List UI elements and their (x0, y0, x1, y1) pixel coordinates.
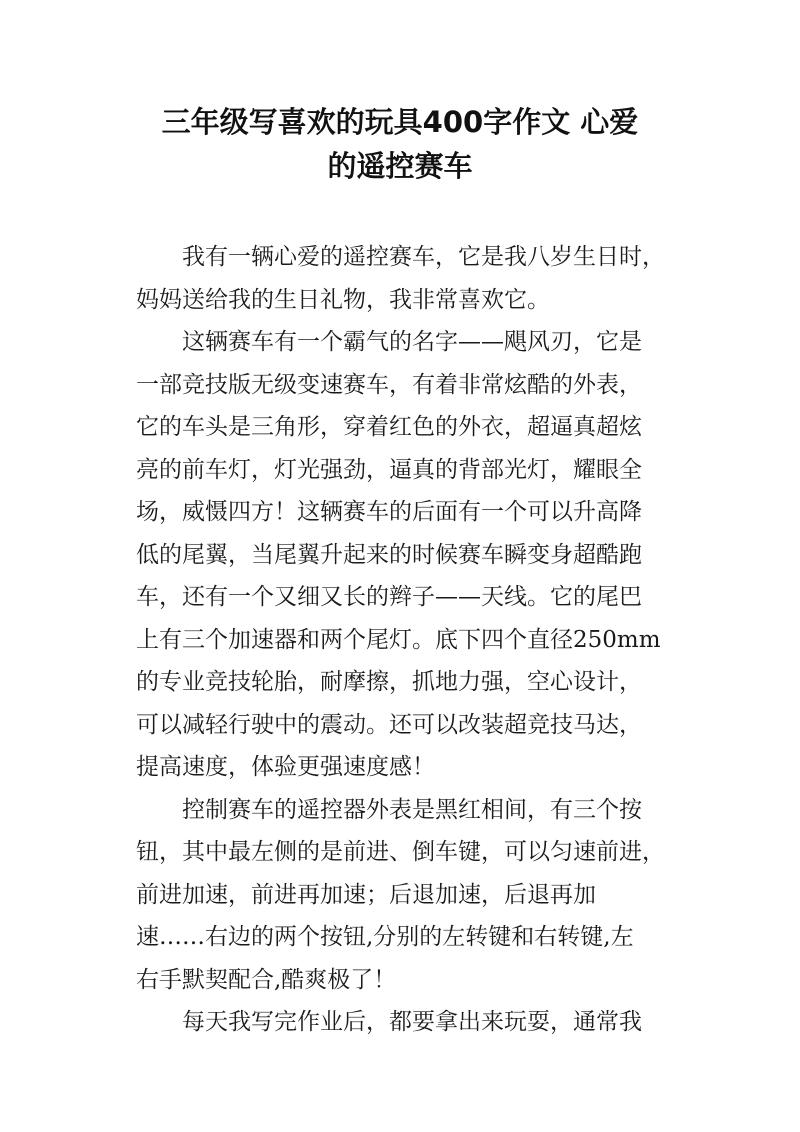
title-line-2: 的遥控赛车 (327, 149, 473, 183)
title-line-1: 三年级写喜欢的玩具400字作文 心爱 (161, 105, 639, 139)
paragraph-1-line-2: 妈妈送给我的生日礼物，我非常喜欢它。 (136, 286, 550, 313)
paragraph-2-line-4: 亮的前车灯，灯光强劲，逼真的背部光灯，耀眼全 (136, 456, 642, 483)
paragraph-2-line-3: 它的车头是三角形，穿着红色的外衣，超逼真超炫 (136, 414, 642, 440)
paragraph-2-line-8: 上有三个加速器和两个尾灯。底下四个直径250mm (136, 626, 661, 653)
paragraph-2-line-5: 场，威慑四方！这辆赛车的后面有一个可以升高降 (136, 499, 642, 525)
paragraph-3-line-4: 速……右边的两个按钮,分别的左转键和右转键,左 (136, 924, 634, 950)
essay-body (136, 236, 676, 1044)
paragraph-3-line-2: 钮，其中最左侧的是前进、倒车键，可以匀速前进， (136, 839, 665, 865)
paragraph-4-line-1: 每天我写完作业后，都要拿出来玩耍，通常我 (182, 1009, 642, 1035)
paragraph-2-line-7: 车，还有一个又细又长的辫子——天线。它的尾巴 (136, 584, 642, 610)
paragraph-2-line-2: 一部竞技版无级变速赛车，有着非常炫酷的外表， (136, 371, 642, 398)
paragraph-3-line-5: 右手默契配合,酷爽极了！ (136, 966, 397, 993)
paragraph-1-line-1: 我有一辆心爱的遥控赛车，它是我八岁生日时， (182, 244, 665, 270)
paragraph-2-line-9: 的专业竞技轮胎，耐摩擦，抓地力强，空心设计， (136, 669, 642, 695)
document-title (110, 100, 690, 188)
paragraph-3-line-1: 控制赛车的遥控器外表是黑红相间，有三个按 (182, 796, 642, 823)
paragraph-2-line-11: 提高速度，体验更强速度感！ (136, 754, 435, 780)
paragraph-3-line-3: 前进加速，前进再加速；后退加速，后退再加 (136, 881, 596, 908)
paragraph-2-line-10: 可以减轻行驶中的震动。还可以改装超竞技马达， (136, 711, 642, 738)
paragraph-2-line-1: 这辆赛车有一个霸气的名字——飓风刃，它是 (182, 329, 642, 355)
paragraph-2-line-6: 低的尾翼，当尾翼升起来的时候赛车瞬变身超酷跑 (136, 541, 642, 568)
